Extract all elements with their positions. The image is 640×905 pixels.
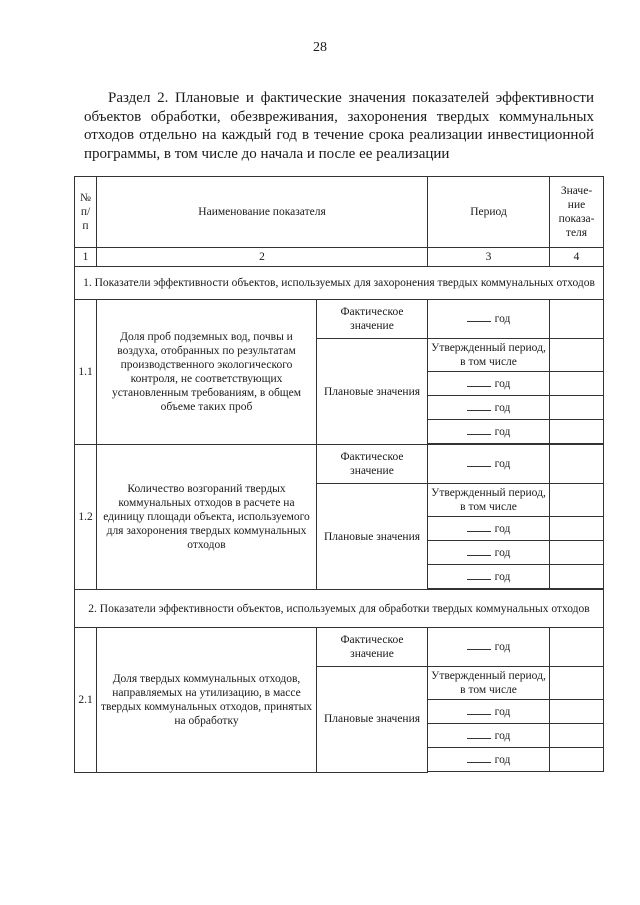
period-cell xyxy=(428,420,550,444)
approved-period-label: Утвержденный период, в том числе xyxy=(428,484,550,517)
period-cell xyxy=(428,724,550,748)
table-row xyxy=(75,300,604,339)
value-cell xyxy=(550,628,604,667)
blank-line xyxy=(467,457,491,467)
year-label: год xyxy=(494,705,511,718)
blank-line xyxy=(467,522,491,532)
blank-line xyxy=(467,377,491,387)
value-cell xyxy=(550,445,604,484)
period-cell xyxy=(428,628,550,667)
value-cell xyxy=(550,300,604,339)
period-cell xyxy=(428,445,550,484)
section-heading: Раздел 2. Плановые и фактические значения показателей эффективности объектов обработки, обезвреживания, захоронения твердых коммунальных отходов отдельно на каждый год в течение срока реализации инвестиционной программы, в том числе до начала и после ее реализации xyxy=(84,90,594,162)
indicator-name: Доля проб подземных вод, почвы и воздуха, отобранных по результатам производственного экологического контроля, не соответствующих установленным требованиям, в общем объеме таких проб xyxy=(97,300,317,445)
section-title: 2. Показатели эффективности объектов, используемых для обработки твердых коммунальных отходов xyxy=(75,590,604,628)
year-label: год xyxy=(494,753,511,766)
col-number: 3 xyxy=(428,248,550,267)
planned-values-label: Плановые значения xyxy=(317,484,428,590)
header-name: Наименование показателя xyxy=(97,177,428,248)
period-cell xyxy=(428,748,550,772)
value-cell xyxy=(550,541,604,565)
table-header-row xyxy=(75,177,604,248)
year-label: год xyxy=(494,522,511,535)
indicator-name: Количество возгораний твердых коммунальных отходов в расчете на единицу площади объекта, используемого для захоронения твердых коммунальных отходов xyxy=(97,445,317,590)
header-period: Период xyxy=(428,177,550,248)
value-cell xyxy=(550,339,604,372)
section-row xyxy=(75,590,604,628)
period-cell xyxy=(428,300,550,339)
value-cell xyxy=(550,420,604,444)
period-cell xyxy=(428,700,550,724)
value-cell xyxy=(550,565,604,589)
page-number: 28 xyxy=(313,40,327,55)
col-number: 2 xyxy=(97,248,428,267)
section-row xyxy=(75,267,604,300)
indicator-name: Доля твердых коммунальных отходов, направляемых на утилизацию, в массе твердых коммунальных отходов, принятых на обработку xyxy=(97,628,317,773)
blank-line xyxy=(467,729,491,739)
year-label: год xyxy=(494,570,511,583)
col-number: 4 xyxy=(550,248,604,267)
actual-value-label: Фактическое значение xyxy=(317,628,428,667)
indicators-table xyxy=(74,176,604,773)
blank-line xyxy=(467,705,491,715)
actual-value-label: Фактическое значение xyxy=(317,300,428,339)
row-number: 2.1 xyxy=(75,628,97,773)
row-number: 1.1 xyxy=(75,300,97,445)
blank-line xyxy=(467,401,491,411)
period-cell xyxy=(428,372,550,396)
value-cell xyxy=(550,517,604,541)
value-cell xyxy=(550,724,604,748)
value-cell xyxy=(550,748,604,772)
year-label: год xyxy=(494,641,511,653)
year-label: год xyxy=(494,546,511,559)
year-label: год xyxy=(494,377,511,390)
period-cell xyxy=(428,565,550,589)
actual-value-label: Фактическое значение xyxy=(317,445,428,484)
header-num: № п/п xyxy=(75,177,97,248)
year-label: год xyxy=(494,458,511,470)
blank-line xyxy=(467,640,491,650)
column-number-row xyxy=(75,248,604,267)
planned-values-label: Плановые значения xyxy=(317,339,428,445)
year-label: год xyxy=(494,729,511,742)
table-row xyxy=(75,628,604,667)
year-label: год xyxy=(494,313,511,325)
year-label: год xyxy=(494,425,511,438)
period-cell xyxy=(428,396,550,420)
blank-line xyxy=(467,425,491,435)
value-cell xyxy=(550,484,604,517)
approved-period-label: Утвержденный период, в том числе xyxy=(428,339,550,372)
value-cell xyxy=(550,667,604,700)
table-row xyxy=(75,445,604,484)
header-value: Значе- ние показа- теля xyxy=(550,177,604,248)
period-cell xyxy=(428,517,550,541)
row-number: 1.2 xyxy=(75,445,97,590)
planned-values-label: Плановые значения xyxy=(317,667,428,773)
value-cell xyxy=(550,372,604,396)
year-label: год xyxy=(494,401,511,414)
blank-line xyxy=(467,312,491,322)
blank-line xyxy=(467,546,491,556)
blank-line xyxy=(467,570,491,580)
col-number: 1 xyxy=(75,248,97,267)
section-title: 1. Показатели эффективности объектов, используемых для захоронения твердых коммунальных отходов xyxy=(75,267,604,300)
approved-period-label: Утвержденный период, в том числе xyxy=(428,667,550,700)
value-cell xyxy=(550,396,604,420)
period-cell xyxy=(428,541,550,565)
blank-line xyxy=(467,753,491,763)
value-cell xyxy=(550,700,604,724)
